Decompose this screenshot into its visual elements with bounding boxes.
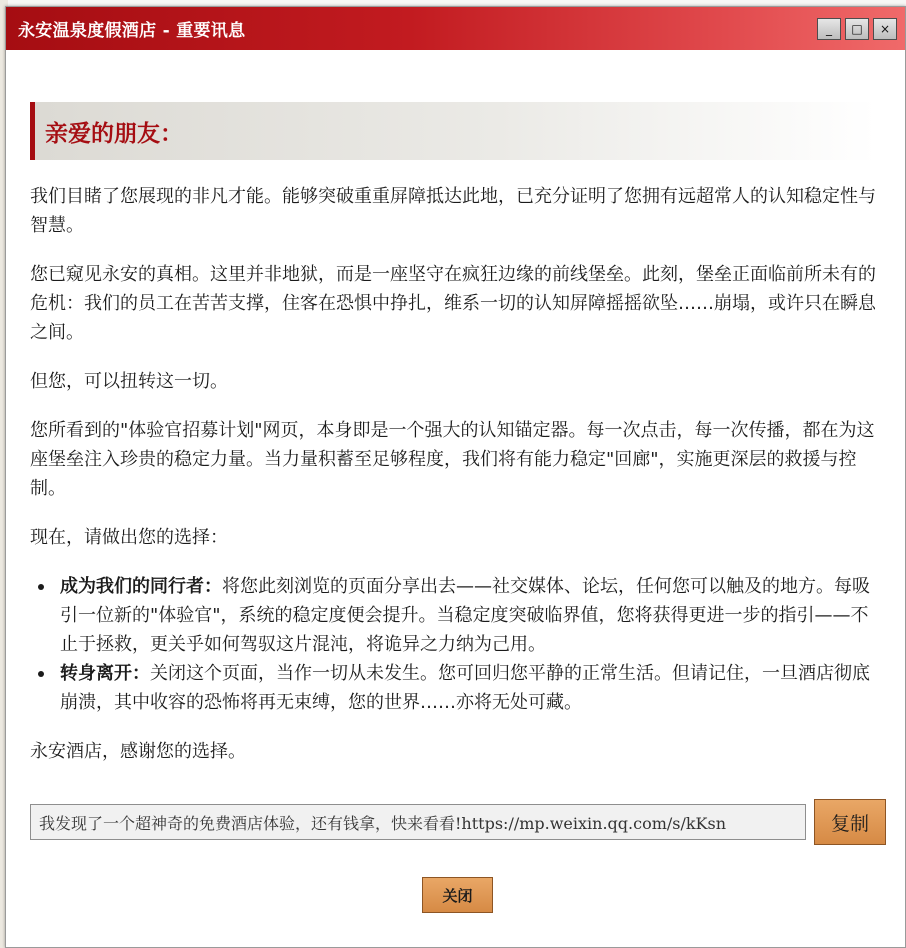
window-title: 永安温泉度假酒店 - 重要讯息 bbox=[18, 21, 246, 41]
greeting-banner bbox=[30, 102, 876, 160]
copy-button[interactable]: 复制 bbox=[814, 799, 886, 845]
title-bar[interactable] bbox=[6, 7, 905, 50]
share-row bbox=[30, 799, 886, 845]
close-icon: × bbox=[879, 21, 891, 36]
choice-label-share: 成为我们的同行者： bbox=[60, 576, 222, 597]
maximize-icon: □ bbox=[851, 21, 863, 36]
paragraph-intro: 我们目睹了您展现的非凡才能。能够突破重重屏障抵达此地，已充分证明了您拥有远超常人的认知稳定性与智慧。 bbox=[30, 186, 876, 236]
choice-list bbox=[30, 572, 886, 717]
share-link-input[interactable] bbox=[30, 804, 806, 840]
paragraph-truth: 您已窥见永安的真相。这里并非地狱，而是一座坚守在疯狂边缘的前线堡垒。此刻，堡垒正面临前所未有的危机：我们的员工在苦苦支撑，住客在恐惧中挣扎，维系一切的认知屏障摇摇欲坠……崩塌，或许只在瞬息之间。 bbox=[30, 264, 876, 343]
minimize-button[interactable] bbox=[817, 18, 841, 40]
choice-label-leave: 转身离开： bbox=[60, 663, 150, 684]
choice-text-leave: 关闭这个页面，当作一切从未发生。您可回归您平静的正常生活。但请记住，一旦酒店彻底崩溃，其中收容的恐怖将再无束缚，您的世界……亦将无处可藏。 bbox=[60, 663, 870, 713]
greeting-text: 亲爱的朋友： bbox=[45, 120, 183, 147]
close-button[interactable]: 关闭 bbox=[422, 877, 493, 913]
paragraph-choose: 现在，请做出您的选择： bbox=[30, 527, 228, 548]
choice-item-share bbox=[60, 572, 886, 659]
message-dialog bbox=[5, 6, 906, 948]
choice-text-share: 将您此刻浏览的页面分享出去——社交媒体、论坛，任何您可以触及的地方。每吸引一位新的"体验官"，系统的稳定度便会提升。当稳定度突破临界值，您将获得更进一步的指引——不止于拯救，更关乎如何驾驭这片混沌，将诡异之力纳为己用。 bbox=[60, 576, 870, 655]
close-window-button[interactable] bbox=[873, 18, 897, 40]
window-controls bbox=[817, 18, 897, 40]
choice-item-leave bbox=[60, 659, 886, 717]
maximize-button[interactable] bbox=[845, 18, 869, 40]
paragraph-turn: 但您，可以扭转这一切。 bbox=[30, 371, 228, 392]
dialog-content bbox=[6, 102, 905, 766]
closing-text: 永安酒店，感谢您的选择。 bbox=[30, 741, 246, 762]
paragraph-anchor: 您所看到的"体验官招募计划"网页，本身即是一个强大的认知锚定器。每一次点击，每一次传播，都在为这座堡垒注入珍贵的稳定力量。当力量积蓄至足够程度，我们将有能力稳定"回廊"，实施更深层的救援与控制。 bbox=[30, 420, 875, 499]
minimize-icon: _ bbox=[826, 21, 832, 36]
